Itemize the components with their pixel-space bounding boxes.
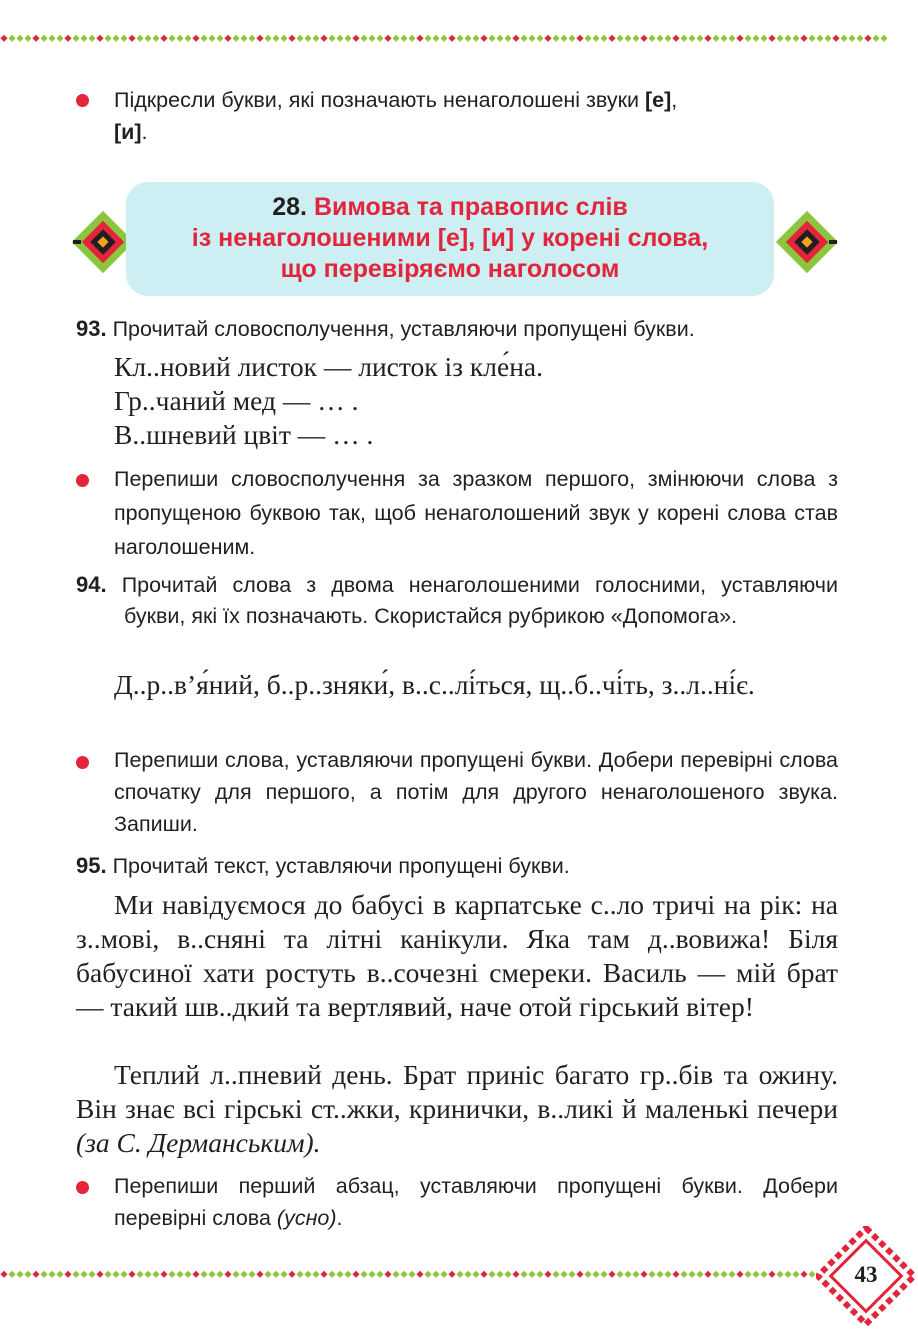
left-embroidery-ornament — [72, 206, 134, 278]
bullet-marker — [76, 474, 89, 487]
section-title-line-2: із ненаголошеними [е], [и] у корені слова, — [191, 224, 709, 252]
exercise-95-paragraph-1: Ми навідуємося до бабусі в карпатське с..ло тричі на рік: на з..мові, в..сняні та літні канікули. Яка там д..вовижа! Біля бабусиної хати ростуть в..сочезні смереки. Василь — мій брат — такий шв..дкий та вертлявий, наче отой гірський вітер! — [76, 889, 838, 1022]
exercise-94-subtask: Перепиши слова, уставляючи пропущені букви. Добери перевірні слова спочатку для першого, а потім для другого ненаголошеного звука. Запиши. — [114, 748, 838, 836]
section-title-line-1: 28. Вимова та правопис слів — [272, 193, 628, 221]
exercise-95-task: 95. Прочитай текст, уставляючи пропущені букви. — [76, 853, 570, 878]
exercise-93-phrases: Кл..новий листок — листок із кле́на. Гр..чаний мед — … . В..шневий цвіт — … . — [114, 351, 543, 450]
top-border-ornament — [0, 34, 890, 44]
exercise-94-words: Д..р..в’я́ний, б..р..зняки́, в..с..лі́ться, щ..б..чі́ть, з..л..ні́є. — [114, 669, 755, 700]
exercise-93-task: 93. Прочитай словосполучення, уставляючи пропущені букви. — [76, 316, 695, 341]
section-title-line-3: що перевіряємо наголосом — [280, 255, 620, 283]
page-number: 43 — [854, 1262, 878, 1287]
bullet-marker — [76, 1181, 89, 1194]
right-embroidery-ornament — [776, 206, 838, 278]
intro-task: Підкресли букви, які позначають ненаголошені звуки [е], [и]. — [114, 88, 678, 144]
bottom-border-ornament — [0, 1270, 815, 1280]
bullet-marker — [76, 94, 89, 107]
exercise-95-paragraph-2: Теплий л..пневий день. Брат приніс багато гр..бів та ожину. Він знає всі гірські ст..жки, кринички, в..ликі й маленькі печери (за С. Дерманським). — [76, 1059, 838, 1158]
exercise-94-task: 94. Прочитай слова з двома ненаголошеними голосними, уставляючи букви, які їх позначають. Скористайся рубрикою «Допомога». — [76, 572, 838, 628]
section-title-box — [126, 182, 774, 296]
exercise-95-subtask: Перепиши перший абзац, уставляючи пропущені букви. Добери перевірні слова (усно). — [114, 1174, 838, 1230]
exercise-93-subtask: Перепиши словосполучення за зразком першого, змінюючи слова з пропущеною буквою так, щоб ненаголошений звук у корені слова став наголошеним. — [114, 467, 838, 559]
bullet-marker — [76, 756, 89, 769]
